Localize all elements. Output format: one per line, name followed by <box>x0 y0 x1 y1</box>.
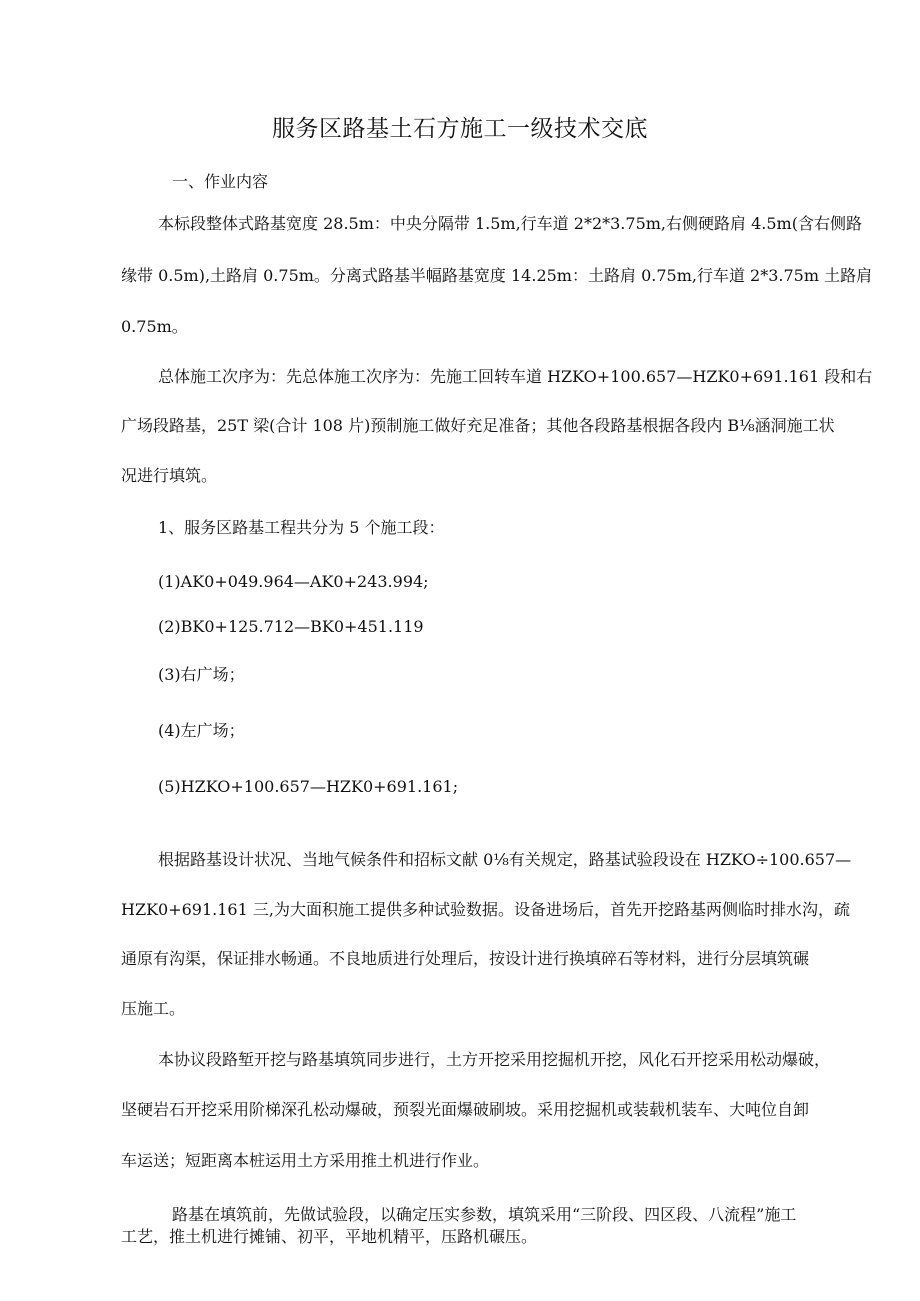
paragraph-4-line-2: 坚硬岩石开挖采用阶梯深孔松动爆破，预裂光面爆破刷坡。采用挖掘机或装载机装车、大吨位自卸 <box>121 1100 810 1119</box>
paragraph-2-line-2: 广场段路基，25T 梁(合计 108 片)预制施工做好充足准备；其他各段路基根据各段内 B⅛涵洞施工状 <box>121 416 835 435</box>
list-item: (2)BK0+125.712—BK0+451.119 <box>158 617 424 636</box>
paragraph-3-line-2: HZK0+691.161 三,为大面积施工提供多种试验数据。设备进场后，首先开挖路基两侧临时排水沟，疏 <box>121 900 850 919</box>
list-item: (1)AK0+049.964—AK0+243.994; <box>158 572 429 591</box>
paragraph-4-line-1: 本协议段路堑开挖与路基填筑同步进行，土方开挖采用挖掘机开挖，风化石开挖采用松动爆破， <box>158 1050 831 1069</box>
paragraph-3-line-3: 通原有沟渠，保证排水畅通。不良地质进行处理后，按设计进行换填碎石等材料，进行分层填筑碾 <box>121 949 810 968</box>
section-heading: 一、作业内容 <box>172 172 269 191</box>
paragraph-1-line-2: 缘带 0.5m),土路肩 0.75m。分离式路基半幅路基宽度 14.25m：土路肩 0.75m,行车道 2*3.75m 土路肩 <box>121 266 873 285</box>
paragraph-3-line-1: 根据路基设计状况、当地气候条件和招标文献 0⅛有关规定，路基试验段设在 HZKO÷100.657— <box>158 850 852 869</box>
paragraph-1-line-3: 0.75m。 <box>121 317 188 336</box>
list-item: (3)右广场； <box>158 665 245 684</box>
list-item: (5)HZKO+100.657—HZK0+691.161; <box>158 777 459 796</box>
paragraph-4-line-3: 车运送；短距离本桩运用土方采用推土机进行作业。 <box>121 1151 490 1170</box>
paragraph-5-line-2: 工艺，推土机进行摊铺、初平，平地机精平，压路机碾压。 <box>121 1227 538 1246</box>
item-list-heading: 1、服务区路基工程共分为 5 个施工段： <box>158 518 445 537</box>
paragraph-3-line-4: 压施工。 <box>121 999 186 1018</box>
document-title: 服务区路基土石方施工一级技术交底 <box>272 116 648 142</box>
paragraph-1-line-1: 本标段整体式路基宽度 28.5m：中央分隔带 1.5m,行车道 2*2*3.75m,右侧硬路肩 4.5m(含右侧路 <box>158 214 862 233</box>
paragraph-2-line-3: 况进行填筑。 <box>121 466 218 485</box>
paragraph-2-line-1: 总体施工次序为：先总体施工次序为：先施工回转车道 HZKO+100.657—HZK0+691.161 段和右 <box>158 367 873 386</box>
paragraph-5-line-1: 路基在填筑前，先做试验段，以确定压实参数，填筑采用“三阶段、四区段、八流程”施工 <box>172 1205 797 1224</box>
list-item: (4)左广场； <box>158 721 245 740</box>
